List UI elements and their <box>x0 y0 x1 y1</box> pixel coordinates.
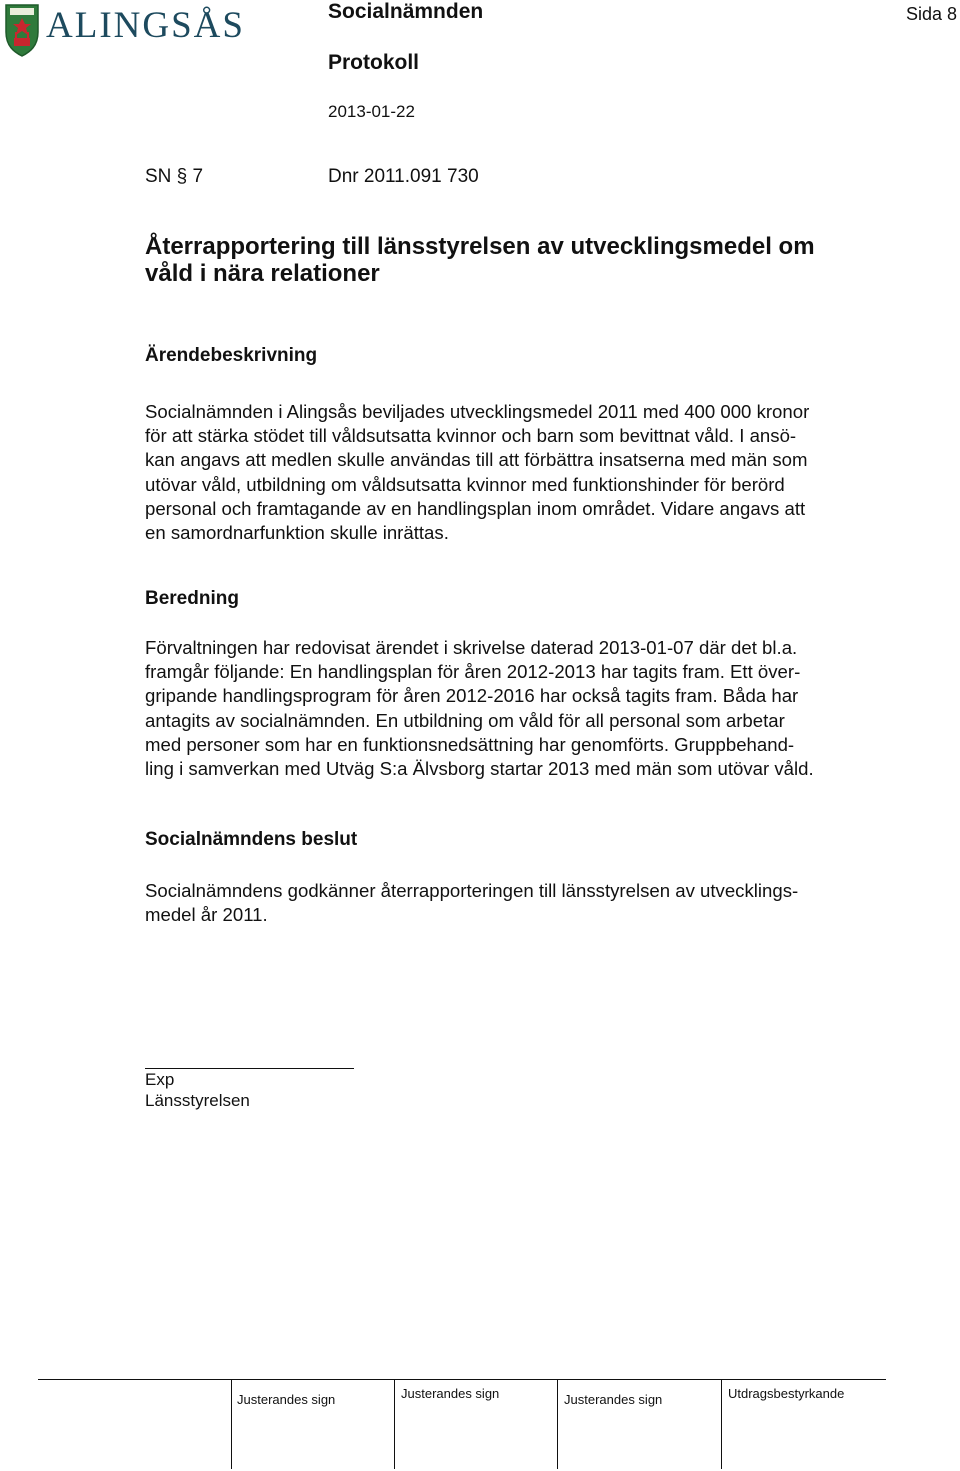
meeting-date: 2013-01-22 <box>328 102 415 121</box>
footer-divider <box>557 1379 558 1469</box>
paragraph-line: medel år 2011. <box>145 904 268 926</box>
distribution-rule <box>145 1068 354 1069</box>
page-number: Sida 8 <box>906 4 958 24</box>
paragraph-line: personal och framtagande av en handlingsplan inom området. Vidare angavs att <box>145 497 806 519</box>
paragraph-line: utövar våld, utbildning om våldsutsatta kvinnor med funktionshinder för berörd <box>145 473 785 495</box>
case-number: SN § 7 <box>145 166 204 187</box>
footer-certification-label: Utdragsbestyrkande <box>728 1386 845 1401</box>
title-line: Återrapportering till länsstyrelsen av utvecklingsmedel om <box>145 233 815 260</box>
description-paragraph <box>145 400 885 545</box>
title-line: våld i nära relationer <box>145 260 380 287</box>
municipality-logo <box>0 2 260 60</box>
paragraph-line: Socialnämnden i Alingsås beviljades utvecklingsmedel 2011 med 400 000 kronor <box>145 401 810 422</box>
paragraph-line: kan angavs att medlen skulle användas till att förbättra insatserna med män som <box>145 449 808 471</box>
footer-rule <box>38 1379 886 1380</box>
footer-sign-label: Justerandes sign <box>564 1392 663 1407</box>
footer-sign-label: Justerandes sign <box>237 1392 336 1407</box>
paragraph-line: ling i samverkan med Utväg S:a Älvsborg startar 2013 med män som utövar våld. <box>145 758 814 780</box>
distribution-label: Exp <box>145 1070 175 1089</box>
paragraph-line: Förvaltningen har redovisat ärendet i skrivelse daterad 2013-01-07 där det bl.a. <box>145 637 798 658</box>
footer-sign-label: Justerandes sign <box>401 1386 500 1401</box>
coat-of-arms-icon <box>2 2 42 58</box>
registry-number: Dnr 2011.091 730 <box>328 166 479 187</box>
footer-divider <box>721 1379 722 1469</box>
decision-paragraph <box>145 879 885 927</box>
paragraph-line: med personer som har en funktionsnedsättning har genomförts. Gruppbehand- <box>145 733 795 755</box>
paragraph-line: för att stärka stödet till våldsutsatta kvinnor och barn som bevittnat våld. I ansö- <box>145 425 797 447</box>
footer-divider <box>394 1379 395 1469</box>
page-title <box>145 233 905 287</box>
logo-wordmark: ALINGSÅS <box>46 5 245 46</box>
preparation-heading: Beredning <box>145 588 239 609</box>
decision-heading: Socialnämndens beslut <box>145 829 358 850</box>
distribution-recipient: Länsstyrelsen <box>145 1091 250 1110</box>
paragraph-line: gripande handlingsprogram för åren 2012-2016 har också tagits fram. Båda har <box>145 685 799 707</box>
document-type: Protokoll <box>328 51 420 74</box>
paragraph-line: framgår följande: En handlingsplan för åren 2012-2013 har tagits fram. Ett över- <box>145 661 801 683</box>
footer-divider <box>231 1379 232 1469</box>
description-heading: Ärendebeskrivning <box>145 345 318 366</box>
committee-name: Socialnämnden <box>328 0 484 23</box>
paragraph-line: Socialnämndens godkänner återrapporteringen till länsstyrelsen av utvecklings- <box>145 880 799 901</box>
paragraph-line: antagits av socialnämnden. En utbildning om våld för all personal som arbetar <box>145 709 785 731</box>
paragraph-line: en samordnarfunktion skulle inrättas. <box>145 522 449 544</box>
preparation-paragraph <box>145 636 885 781</box>
